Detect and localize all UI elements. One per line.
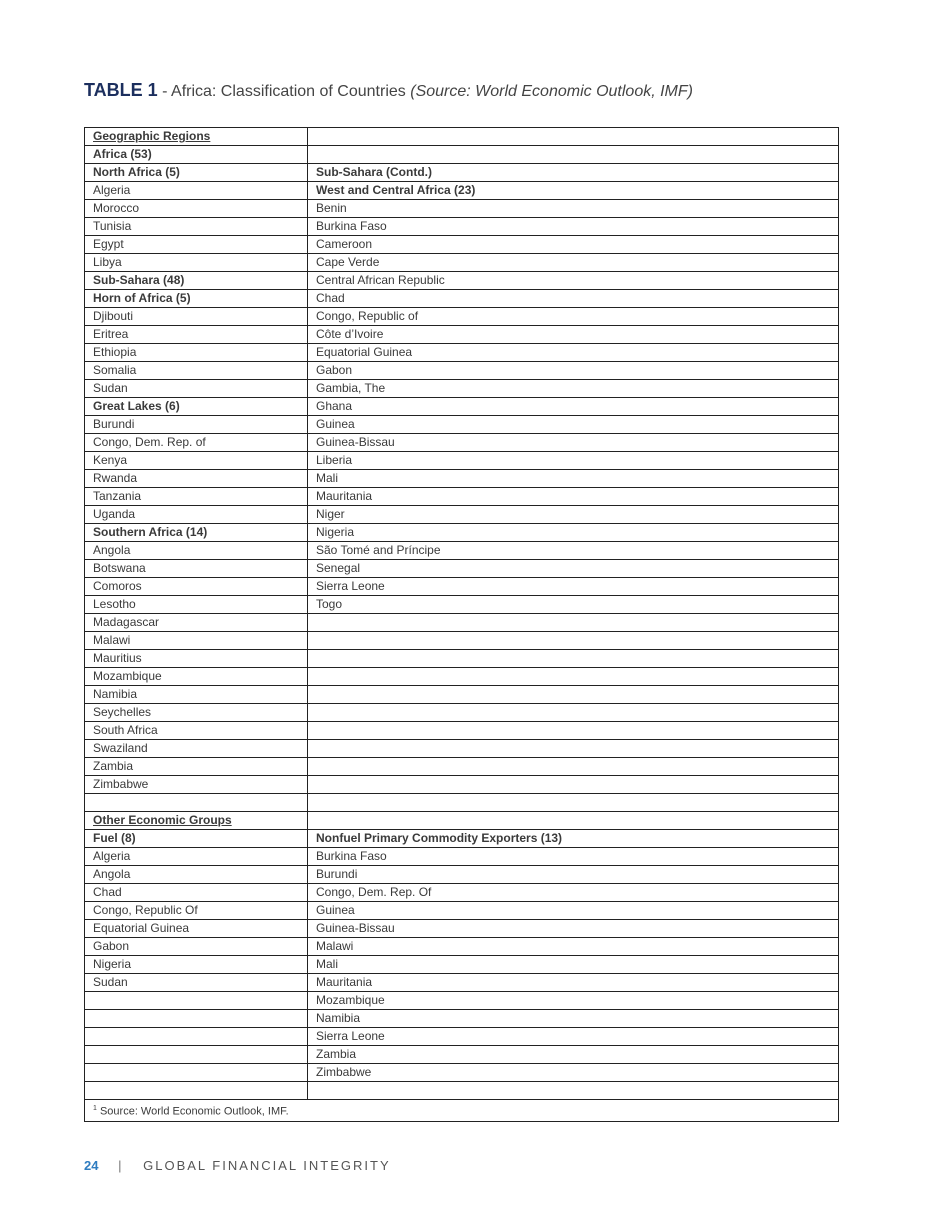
group-cell: Gabon bbox=[308, 362, 839, 380]
region-cell: Somalia bbox=[85, 362, 308, 380]
table-row bbox=[85, 542, 839, 560]
table-row bbox=[85, 218, 839, 236]
group-cell bbox=[308, 650, 839, 668]
group-cell: Nonfuel Primary Commodity Exporters (13) bbox=[308, 830, 839, 848]
region-cell: Mauritius bbox=[85, 650, 308, 668]
table-row bbox=[85, 740, 839, 758]
group-cell bbox=[308, 740, 839, 758]
table-row bbox=[85, 812, 839, 830]
region-cell bbox=[85, 1028, 308, 1046]
region-cell: Tanzania bbox=[85, 488, 308, 506]
group-cell bbox=[308, 722, 839, 740]
group-cell: Nigeria bbox=[308, 524, 839, 542]
group-cell: Zimbabwe bbox=[308, 1064, 839, 1082]
table-row bbox=[85, 434, 839, 452]
region-cell: Africa (53) bbox=[85, 146, 308, 164]
region-cell bbox=[85, 794, 308, 812]
group-cell: Zambia bbox=[308, 1046, 839, 1064]
group-cell: Liberia bbox=[308, 452, 839, 470]
table-row bbox=[85, 1010, 839, 1028]
classification-table bbox=[84, 127, 839, 1122]
group-cell bbox=[308, 668, 839, 686]
table-row bbox=[85, 1064, 839, 1082]
group-cell: Guinea-Bissau bbox=[308, 920, 839, 938]
region-cell: Other Economic Groups bbox=[85, 812, 308, 830]
region-cell bbox=[85, 1064, 308, 1082]
group-cell: West and Central Africa (23) bbox=[308, 182, 839, 200]
group-cell: Sierra Leone bbox=[308, 1028, 839, 1046]
region-cell: Botswana bbox=[85, 560, 308, 578]
publication-name: GLOBAL FINANCIAL INTEGRITY bbox=[143, 1158, 391, 1173]
table-row bbox=[85, 776, 839, 794]
group-cell: Côte d’Ivoire bbox=[308, 326, 839, 344]
region-cell: Sudan bbox=[85, 974, 308, 992]
table-row bbox=[85, 236, 839, 254]
group-cell: Equatorial Guinea bbox=[308, 344, 839, 362]
table-row bbox=[85, 830, 839, 848]
region-cell: Morocco bbox=[85, 200, 308, 218]
region-cell: Uganda bbox=[85, 506, 308, 524]
table-row bbox=[85, 722, 839, 740]
region-cell: Madagascar bbox=[85, 614, 308, 632]
region-cell: North Africa (5) bbox=[85, 164, 308, 182]
region-cell: Swaziland bbox=[85, 740, 308, 758]
region-cell: Sudan bbox=[85, 380, 308, 398]
table-source: (Source: World Economic Outlook, IMF) bbox=[410, 83, 693, 100]
group-cell bbox=[308, 632, 839, 650]
table-row bbox=[85, 758, 839, 776]
region-cell: Kenya bbox=[85, 452, 308, 470]
page-number: 24 bbox=[84, 1158, 99, 1173]
region-cell: Nigeria bbox=[85, 956, 308, 974]
group-cell bbox=[308, 794, 839, 812]
table-row bbox=[85, 290, 839, 308]
footnote-marker: 1 bbox=[93, 1105, 97, 1112]
region-cell: Great Lakes (6) bbox=[85, 398, 308, 416]
region-cell: Djibouti bbox=[85, 308, 308, 326]
group-cell: Senegal bbox=[308, 560, 839, 578]
group-cell: Gambia, The bbox=[308, 380, 839, 398]
table-row bbox=[85, 1082, 839, 1100]
group-cell bbox=[308, 146, 839, 164]
table-row bbox=[85, 146, 839, 164]
footnote-text: Source: World Economic Outlook, IMF. bbox=[96, 1105, 289, 1118]
footer-separator: | bbox=[118, 1158, 124, 1173]
group-cell: Cameroon bbox=[308, 236, 839, 254]
table-row bbox=[85, 974, 839, 992]
group-cell: Guinea bbox=[308, 416, 839, 434]
table-row bbox=[85, 956, 839, 974]
table-row bbox=[85, 254, 839, 272]
region-cell: Southern Africa (14) bbox=[85, 524, 308, 542]
region-cell: Zambia bbox=[85, 758, 308, 776]
table-body bbox=[85, 128, 839, 1122]
group-cell bbox=[308, 614, 839, 632]
region-cell: Sub-Sahara (48) bbox=[85, 272, 308, 290]
region-cell: Burundi bbox=[85, 416, 308, 434]
table-row bbox=[85, 632, 839, 650]
region-cell: Seychelles bbox=[85, 704, 308, 722]
page-footer bbox=[84, 1158, 391, 1173]
table-row bbox=[85, 668, 839, 686]
group-cell: Guinea-Bissau bbox=[308, 434, 839, 452]
table-row bbox=[85, 326, 839, 344]
table-title bbox=[84, 80, 693, 101]
group-cell bbox=[308, 704, 839, 722]
group-cell bbox=[308, 812, 839, 830]
group-cell bbox=[308, 128, 839, 146]
group-cell: Malawi bbox=[308, 938, 839, 956]
group-cell: Congo, Dem. Rep. Of bbox=[308, 884, 839, 902]
group-cell: Mali bbox=[308, 956, 839, 974]
region-cell: Equatorial Guinea bbox=[85, 920, 308, 938]
region-cell: Zimbabwe bbox=[85, 776, 308, 794]
table-row bbox=[85, 164, 839, 182]
table-caption: Africa: Classification of Countries bbox=[171, 83, 406, 100]
table-row bbox=[85, 272, 839, 290]
group-cell: Burkina Faso bbox=[308, 848, 839, 866]
group-cell bbox=[308, 686, 839, 704]
table-row bbox=[85, 938, 839, 956]
group-cell: Mozambique bbox=[308, 992, 839, 1010]
table-row bbox=[85, 794, 839, 812]
group-cell: Mali bbox=[308, 470, 839, 488]
region-cell bbox=[85, 1046, 308, 1064]
region-cell: Ethiopia bbox=[85, 344, 308, 362]
footnote-row bbox=[85, 1100, 839, 1122]
table-row bbox=[85, 884, 839, 902]
region-cell: Libya bbox=[85, 254, 308, 272]
group-cell: Central African Republic bbox=[308, 272, 839, 290]
table-row bbox=[85, 596, 839, 614]
region-cell: Congo, Dem. Rep. of bbox=[85, 434, 308, 452]
group-cell: Togo bbox=[308, 596, 839, 614]
title-dash: - bbox=[162, 83, 168, 100]
table-row bbox=[85, 848, 839, 866]
region-cell: Angola bbox=[85, 542, 308, 560]
table-row bbox=[85, 344, 839, 362]
region-cell: Eritrea bbox=[85, 326, 308, 344]
table-row bbox=[85, 488, 839, 506]
table-row bbox=[85, 560, 839, 578]
table-row bbox=[85, 470, 839, 488]
group-cell: São Tomé and Príncipe bbox=[308, 542, 839, 560]
region-cell bbox=[85, 992, 308, 1010]
group-cell: Chad bbox=[308, 290, 839, 308]
footnote bbox=[85, 1100, 839, 1122]
group-cell: Niger bbox=[308, 506, 839, 524]
table-row bbox=[85, 308, 839, 326]
region-cell: Gabon bbox=[85, 938, 308, 956]
region-cell: Geographic Regions bbox=[85, 128, 308, 146]
region-cell: Horn of Africa (5) bbox=[85, 290, 308, 308]
region-cell: Rwanda bbox=[85, 470, 308, 488]
group-cell: Cape Verde bbox=[308, 254, 839, 272]
table-row bbox=[85, 1028, 839, 1046]
region-cell: Algeria bbox=[85, 182, 308, 200]
region-cell: Malawi bbox=[85, 632, 308, 650]
table-row bbox=[85, 650, 839, 668]
table-row bbox=[85, 182, 839, 200]
group-cell: Burundi bbox=[308, 866, 839, 884]
table-row bbox=[85, 866, 839, 884]
group-cell: Sub-Sahara (Contd.) bbox=[308, 164, 839, 182]
group-cell: Benin bbox=[308, 200, 839, 218]
region-cell: Fuel (8) bbox=[85, 830, 308, 848]
group-cell: Sierra Leone bbox=[308, 578, 839, 596]
table-row bbox=[85, 686, 839, 704]
region-cell: Tunisia bbox=[85, 218, 308, 236]
group-cell: Namibia bbox=[308, 1010, 839, 1028]
table-row bbox=[85, 524, 839, 542]
region-cell: Namibia bbox=[85, 686, 308, 704]
group-cell: Guinea bbox=[308, 902, 839, 920]
region-cell: Mozambique bbox=[85, 668, 308, 686]
region-cell bbox=[85, 1010, 308, 1028]
table-row bbox=[85, 920, 839, 938]
region-cell bbox=[85, 1082, 308, 1100]
table-row bbox=[85, 992, 839, 1010]
table-row bbox=[85, 452, 839, 470]
region-cell: Algeria bbox=[85, 848, 308, 866]
table-label: TABLE 1 bbox=[84, 80, 158, 100]
group-cell: Congo, Republic of bbox=[308, 308, 839, 326]
region-cell: Angola bbox=[85, 866, 308, 884]
table-row bbox=[85, 614, 839, 632]
region-cell: Comoros bbox=[85, 578, 308, 596]
group-cell: Ghana bbox=[308, 398, 839, 416]
group-cell bbox=[308, 1082, 839, 1100]
table-row bbox=[85, 506, 839, 524]
table-row bbox=[85, 704, 839, 722]
table-row bbox=[85, 398, 839, 416]
table-row bbox=[85, 1046, 839, 1064]
region-cell: Chad bbox=[85, 884, 308, 902]
table-row bbox=[85, 362, 839, 380]
table-row bbox=[85, 902, 839, 920]
group-cell: Mauritania bbox=[308, 974, 839, 992]
group-cell bbox=[308, 758, 839, 776]
table-row bbox=[85, 578, 839, 596]
table-row bbox=[85, 128, 839, 146]
table-row bbox=[85, 200, 839, 218]
group-cell bbox=[308, 776, 839, 794]
region-cell: Egypt bbox=[85, 236, 308, 254]
group-cell: Mauritania bbox=[308, 488, 839, 506]
region-cell: Congo, Republic Of bbox=[85, 902, 308, 920]
group-cell: Burkina Faso bbox=[308, 218, 839, 236]
table-row bbox=[85, 380, 839, 398]
table-row bbox=[85, 416, 839, 434]
region-cell: South Africa bbox=[85, 722, 308, 740]
region-cell: Lesotho bbox=[85, 596, 308, 614]
